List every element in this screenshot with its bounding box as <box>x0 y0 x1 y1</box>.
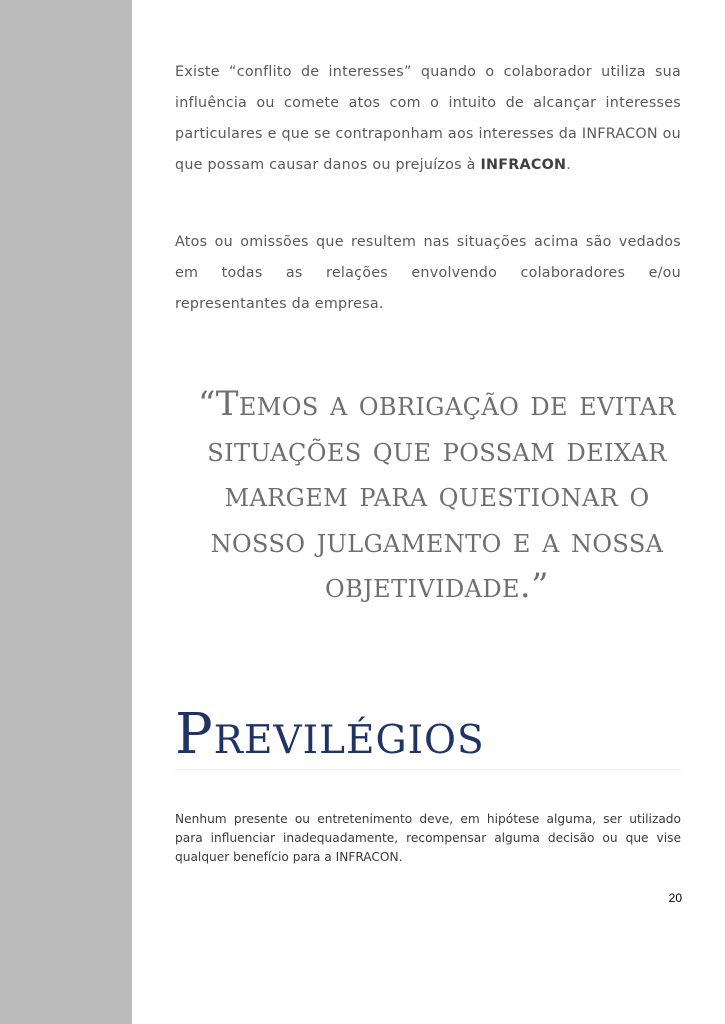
page-number: 20 <box>668 891 682 905</box>
conflict-of-interest-paragraph <box>175 57 681 181</box>
company-name-bold: INFRACON <box>480 157 567 173</box>
paragraph-text: Existe “conflito de interesses” quando o colaborador utiliza sua influência ou comete atos com o intuito de alcançar interesses particulares e que se contraponham aos interesses da INFRACON ou que possam causar danos ou prejuízos à <box>175 64 681 173</box>
heading-divider <box>175 769 681 770</box>
section-heading: Previlégios <box>175 702 485 767</box>
sidebar-bar <box>0 0 132 1024</box>
pull-quote: “Temos a obrigação de evitar situações que possam deixar margem para questionar o nosso julgamento e a nossa objetividade.” <box>198 384 676 606</box>
paragraph-end: . <box>566 157 572 173</box>
gifts-paragraph: Nenhum presente ou entretenimento deve, em hipótese alguma, ser utilizado para influenciar inadequadamente, recompensar alguma decisão ou que vise qualquer benefício para a INFRACON. <box>175 812 681 864</box>
prohibited-acts-paragraph: Atos ou omissões que resultem nas situações acima são vedados em todas as relações envolvendo colaboradores e/ou representantes da empresa. <box>175 234 681 312</box>
